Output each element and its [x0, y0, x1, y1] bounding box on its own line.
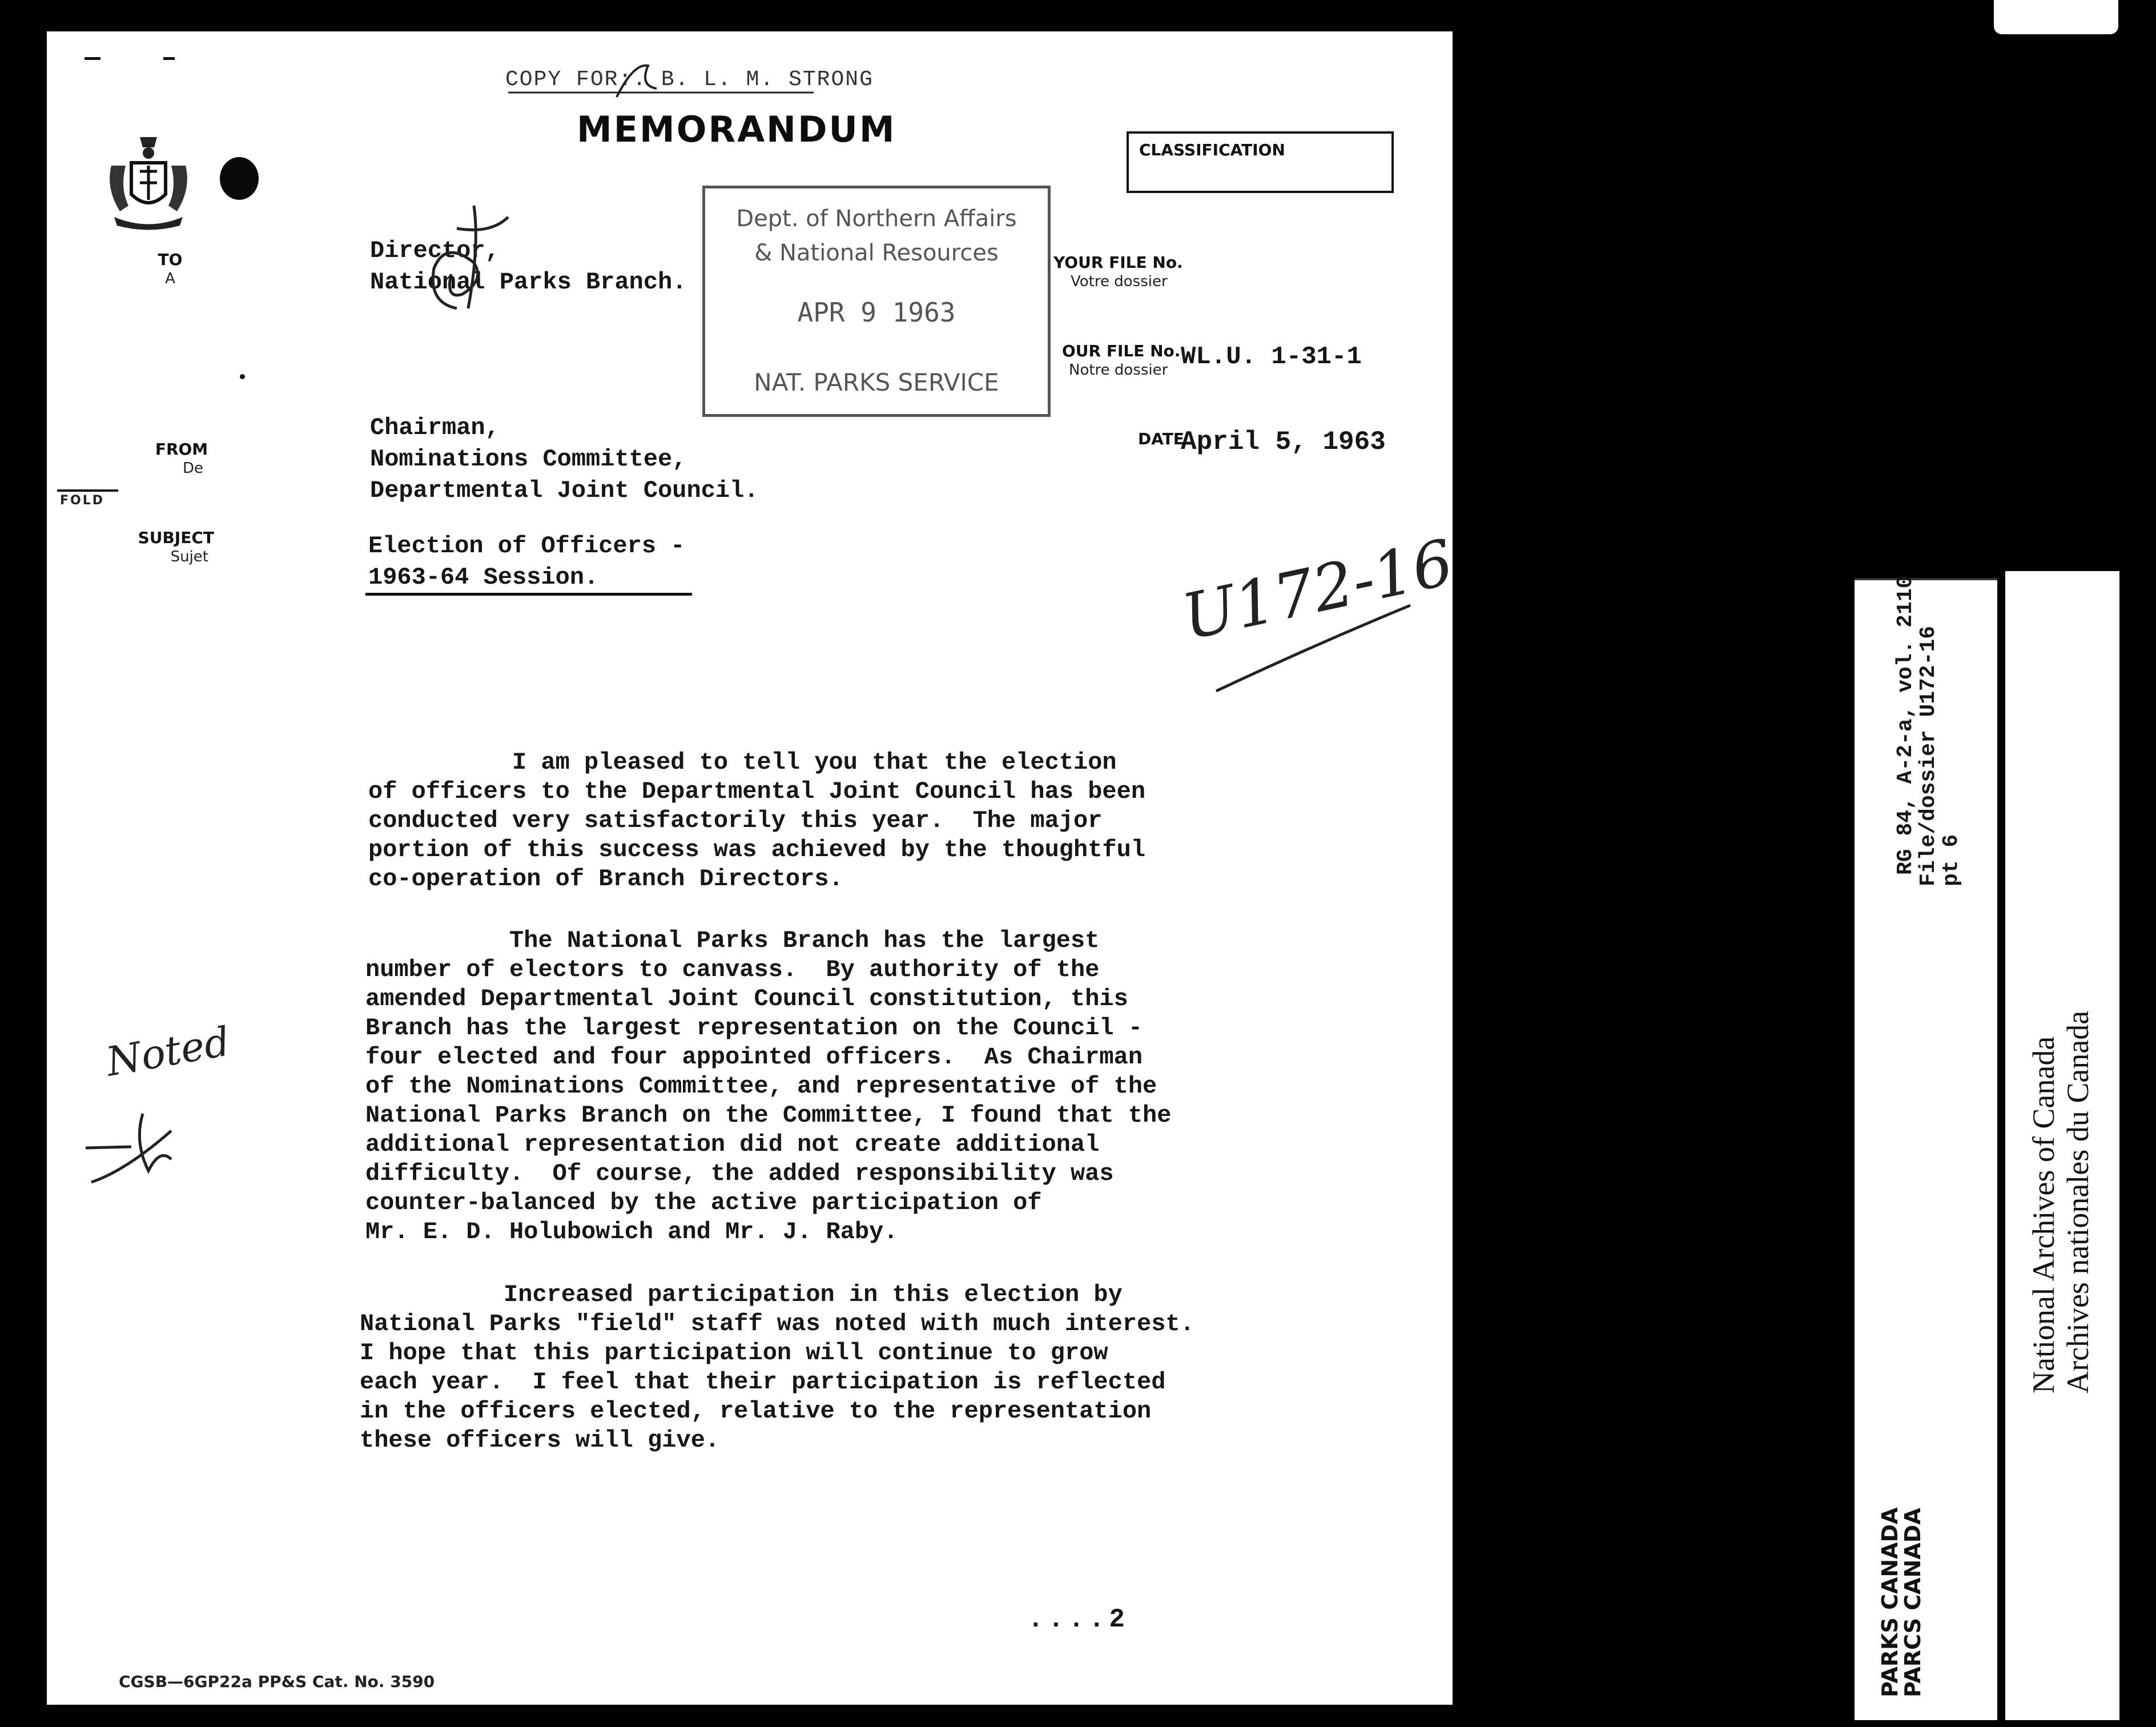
- memo-title: MEMORANDUM: [577, 109, 896, 150]
- body-paragraph-1: I am pleased to tell you that the election of officers to the Departmental Joint Council has been conducted very satisfactorily this year. The major portion of this success was achieved by the thoughtful co-operation of Branch Directors.: [368, 749, 1146, 893]
- classification-label: CLASSIFICATION: [1139, 140, 1285, 159]
- subject-label: SUBJECT: [138, 528, 214, 547]
- archive-reference-strip: [1855, 575, 1997, 1720]
- handwritten-noted: Noted: [103, 1018, 234, 1086]
- stamp-line-1: Dept. of Northern Affairs: [736, 206, 1017, 232]
- from-label-fr: De: [182, 460, 204, 477]
- body-paragraph-2: The National Parks Branch has the largest number of electors to canvass. By authority of the amended Departmental Joint Council constitution, this Branch has the largest representation on the Council - four elected and four appointed officers. As Chairman of the Nominations Committee, and representative of the National Parks Branch on the Committee, I found that the additional representation did not create additional difficulty. Of course, the added responsibility was counter-balanced by the active participation of Mr. E. D. Holubowich and Mr. J. Raby.: [365, 927, 1172, 1246]
- subject-line-1: Election of Officers -: [368, 532, 685, 560]
- dot-mark: [240, 374, 245, 379]
- stamp-date: APR 9 1963: [797, 297, 956, 328]
- handwritten-underline: [1210, 594, 1416, 697]
- margin-mark: [85, 57, 100, 60]
- coat-of-arms-icon: [100, 131, 197, 231]
- received-stamp: [702, 186, 1051, 417]
- form-number: CGSB—6GP22a PP&S Cat. No. 3590: [119, 1672, 435, 1691]
- memo-date: April 5, 1963: [1181, 427, 1386, 457]
- subject-label-fr: Sujet: [170, 548, 208, 565]
- to-line-1: Director,: [370, 237, 500, 264]
- strikethrough-mark: [502, 57, 822, 103]
- your-file-label-fr: Votre dossier: [1071, 273, 1168, 290]
- handwritten-noted-initial: [80, 1085, 194, 1188]
- national-archives-fr: Archives nationales du Canada: [2061, 1010, 2095, 1393]
- continued-marker: ....2: [1028, 1605, 1130, 1634]
- from-line-3: Departmental Joint Council.: [370, 477, 759, 504]
- our-file-label-fr: Notre dossier: [1069, 362, 1168, 379]
- national-archives-en: National Archives of Canada: [2026, 1036, 2061, 1393]
- your-file-label: YOUR FILE No.: [1053, 253, 1183, 272]
- to-label: TO: [158, 250, 183, 269]
- to-label-fr: A: [165, 270, 175, 287]
- stamp-line-4: NAT. PARKS SERVICE: [754, 368, 999, 396]
- body-paragraph-3: Increased participation in this election by National Parks "field" staff was noted with much interest. I hope that this participation will continue to grow each year. I feel that their participation is reflected in the officers elected, relative to the representation these officers will give.: [360, 1281, 1194, 1454]
- to-line-2: National Parks Branch.: [370, 268, 687, 296]
- parks-canada-en: PARKS CANADA: [1877, 1507, 1902, 1697]
- national-archives-strip: [2005, 571, 2119, 1720]
- fold-line: [57, 489, 118, 492]
- handwritten-initials: [394, 194, 525, 320]
- date-label: DATE: [1138, 429, 1184, 448]
- from-line-1: Chairman,: [370, 414, 500, 441]
- copy-for-line: COPY FOR:. B. L. M. STRONG: [505, 67, 874, 92]
- punch-hole: [220, 157, 259, 200]
- our-file-label: OUR FILE No.: [1062, 342, 1181, 360]
- strip-top-edge: [1855, 578, 1997, 580]
- stamp-line-2: & National Resources: [754, 240, 999, 266]
- fold-label: FOLD: [60, 493, 105, 508]
- classification-box: [1127, 131, 1394, 193]
- archive-reference-line-2: File/dossier U172-16: [1916, 625, 1941, 886]
- handwritten-file-ref: U172-16: [1176, 525, 1459, 654]
- archive-reference-line-3: pt 6: [1939, 834, 1964, 886]
- archive-reference-line-1: RG 84, A-2-a, vol. 2110: [1893, 575, 1918, 875]
- corner-scrap: [1994, 0, 2118, 34]
- margin-mark: [163, 57, 175, 60]
- subject-underline: [365, 593, 692, 596]
- our-file-number: WL.U. 1-31-1: [1181, 343, 1362, 371]
- from-label: FROM: [155, 440, 208, 459]
- subject-line-2: 1963-64 Session.: [368, 564, 599, 591]
- parks-canada-fr: PARCS CANADA: [1900, 1508, 1925, 1697]
- from-line-2: Nominations Committee,: [370, 445, 687, 473]
